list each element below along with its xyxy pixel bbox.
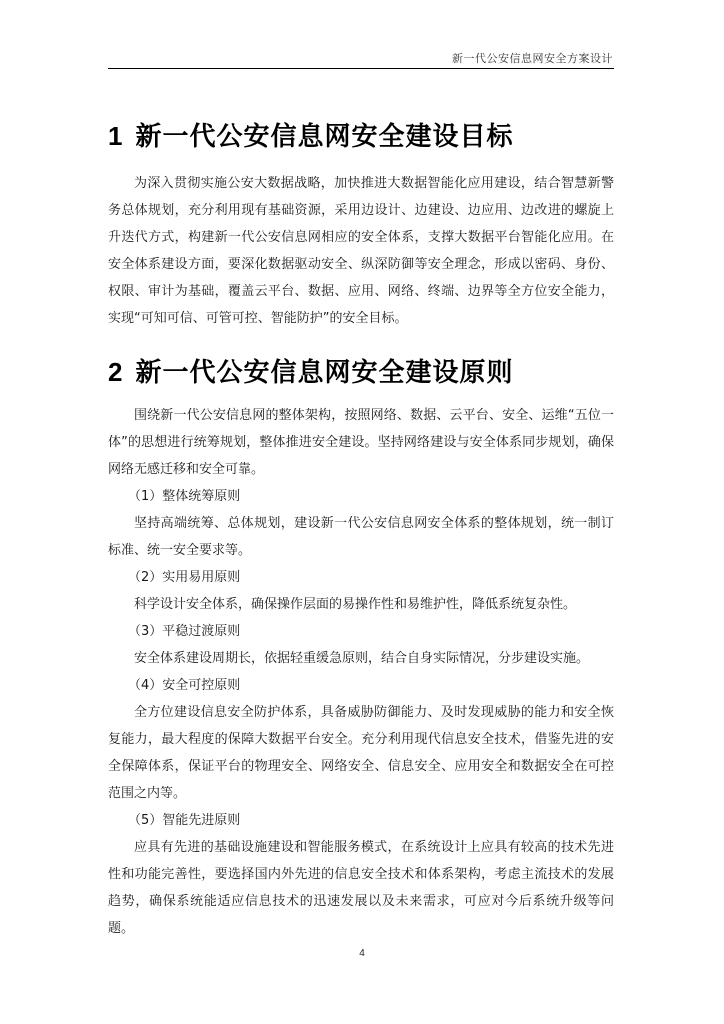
paragraph: 围绕新一代公安信息网的整体架构，按照网络、数据、云平台、安全、运维“五位一体”的思想进行统筹规划，整体推进安全建设。坚持网络建设与安全体系同步规划，确保网络无感迁移和安全可靠。 (108, 408, 614, 477)
paragraph: 安全体系建设周期长，依据轻重缓急原则，结合自身实际情况，分步建设实施。 (134, 651, 590, 666)
paragraph: 应具有先进的基础设施建设和智能服务模式，在系统设计上应具有较高的技术先进性和功能完善性，要选择国内外先进的信息安全技术和体系架构，考虑主流技术的发展趋势，确保系统能适应信息技术的迅速发展以及未来需求，可应对今后系统升级等问题。 (108, 840, 614, 936)
principle-heading: （3）平稳过渡原则 (128, 624, 241, 639)
page-number: 4 (359, 948, 365, 959)
running-header: 新一代公安信息网安全方案设计 (452, 52, 613, 65)
section-number: 1 (108, 121, 124, 151)
section-1-body (108, 170, 614, 332)
paragraph: 坚持高端统筹、总体规划，建设新一代公安信息网安全体系的整体规划，统一制订标准、统一安全要求等。 (108, 516, 614, 558)
principle-heading: （5）智能先进原则 (128, 813, 241, 828)
header-rule (108, 68, 614, 69)
section-number: 2 (108, 357, 124, 387)
principle-heading: （2）实用易用原则 (128, 570, 241, 585)
section-title: 新一代公安信息网安全建设目标 (135, 122, 514, 152)
principle-heading: （1）整体统筹原则 (128, 489, 241, 504)
paragraph: 全方位建设信息安全防护体系，具备威胁防御能力、及时发现威胁的能力和安全恢复能力，最大程度的保障大数据平台安全。充分利用现代信息安全技术，借鉴先进的安全保障体系，保证平台的物理安全、网络安全、信息安全、应用安全和数据安全在可控范围之内等。 (108, 705, 614, 801)
paragraph: 科学设计安全体系，确保操作层面的易操作性和易维护性，降低系统复杂性。 (134, 597, 577, 612)
section-2-body (108, 402, 614, 942)
section-title: 新一代公安信息网安全建设原则 (135, 358, 514, 388)
paragraph: 为深入贯彻实施公安大数据战略，加快推进大数据智能化应用建设，结合智慧新警务总体规划，充分利用现有基础资源，采用边设计、边建设、边应用、边改进的螺旋上升迭代方式，构建新一代公安信息网相应的安全体系，支撑大数据平台智能化应用。在安全体系建设方面，要深化数据驱动安全、纵深防御等安全理念，形成以密码、身份、权限、审计为基础，覆盖云平台、数据、应用、网络、终端、边界等全方位安全能力，实现“可知可信、可管可控、智能防护”的安全目标。 (108, 176, 614, 326)
section-heading-1 (108, 116, 513, 153)
section-heading-2 (108, 352, 513, 389)
principle-heading: （4）安全可控原则 (128, 678, 241, 693)
